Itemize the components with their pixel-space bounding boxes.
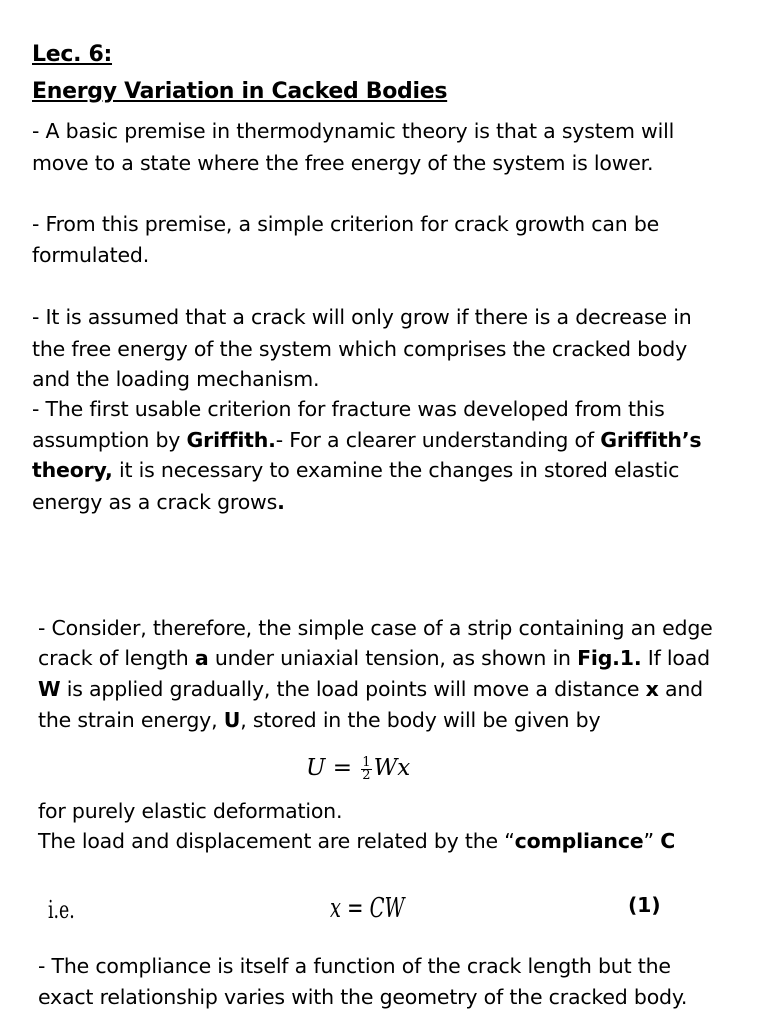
para3-line2: the free energy of the system which comprises the cracked body [32, 337, 688, 361]
text-run: energy as a crack grows [32, 490, 278, 514]
griffith-bold: Griffith. [186, 428, 276, 452]
equation-equals: = [332, 755, 352, 781]
ie-label: i.e. [48, 896, 75, 924]
compliance-bold: compliance [514, 829, 644, 853]
para1-line2: move to a state where the free energy of the system is lower. [32, 151, 654, 175]
equation-fraction [361, 754, 371, 783]
para4-line2 [32, 427, 701, 453]
fraction-denominator: 2 [362, 767, 371, 783]
para3-line1: - It is assumed that a crack will only grow if there is a decrease in [32, 305, 692, 329]
text-run: and [658, 677, 703, 701]
text-run: If load [641, 646, 710, 670]
text-run: crack of length [38, 646, 195, 670]
strain-energy-equation [306, 752, 410, 784]
distance-symbol: x [645, 677, 659, 701]
para3-line3: and the loading mechanism. [32, 367, 320, 391]
crack-length-symbol: a [194, 646, 209, 670]
text-run: - For a clearer understanding of [275, 428, 601, 452]
load-symbol: W [38, 677, 61, 701]
para2-line2: formulated. [32, 243, 150, 267]
equation-number: (1) [628, 893, 661, 917]
page-title: Energy Variation in Cacked Bodies [32, 79, 448, 104]
equation-rhs: Wx [373, 755, 411, 781]
para7-line2: exact relationship varies with the geometry of the cracked body. [38, 985, 688, 1009]
para1-line1: - A basic premise in thermodynamic theory is that a system will [32, 119, 675, 143]
para6-line2 [38, 828, 675, 854]
para5-line2 [38, 645, 710, 671]
text-run: ” [643, 829, 661, 853]
period-bold: . [277, 490, 285, 514]
para5-line4 [38, 707, 600, 733]
text-run: , stored in the body will be given by [240, 708, 601, 732]
lecture-number: Lec. 6: [32, 42, 113, 67]
para6-line1: for purely elastic deformation. [38, 799, 343, 823]
text-run: The load and displacement are related by the “ [38, 829, 515, 853]
energy-symbol: U [223, 708, 241, 732]
para5-line3 [38, 676, 703, 702]
text-run: under uniaxial tension, as shown in [208, 646, 578, 670]
compliance-symbol: C [660, 829, 676, 853]
para2-line1: - From this premise, a simple criterion for crack growth can be [32, 212, 660, 236]
text-run: assumption by [32, 428, 187, 452]
para7-line1: - The compliance is itself a function of the crack length but the [38, 954, 671, 978]
para5-line1: - Consider, therefore, the simple case of a strip containing an edge [38, 616, 713, 640]
text-run: it is necessary to examine the changes in stored elastic [112, 458, 680, 482]
text-run: the strain energy, [38, 708, 224, 732]
griffiths-bold: Griffith’s [600, 428, 702, 452]
para4-line4 [32, 489, 285, 515]
theory-bold: theory, [32, 458, 113, 482]
equation-lhs: U [306, 755, 326, 781]
fraction-numerator: 1 [362, 754, 371, 770]
para4-line1: - The first usable criterion for fracture was developed from this [32, 397, 665, 421]
fig-reference: Fig.1. [577, 646, 642, 670]
text-run: is applied gradually, the load points will move a distance [60, 677, 646, 701]
compliance-equation: x = CW [330, 893, 405, 924]
para4-line3 [32, 457, 679, 483]
